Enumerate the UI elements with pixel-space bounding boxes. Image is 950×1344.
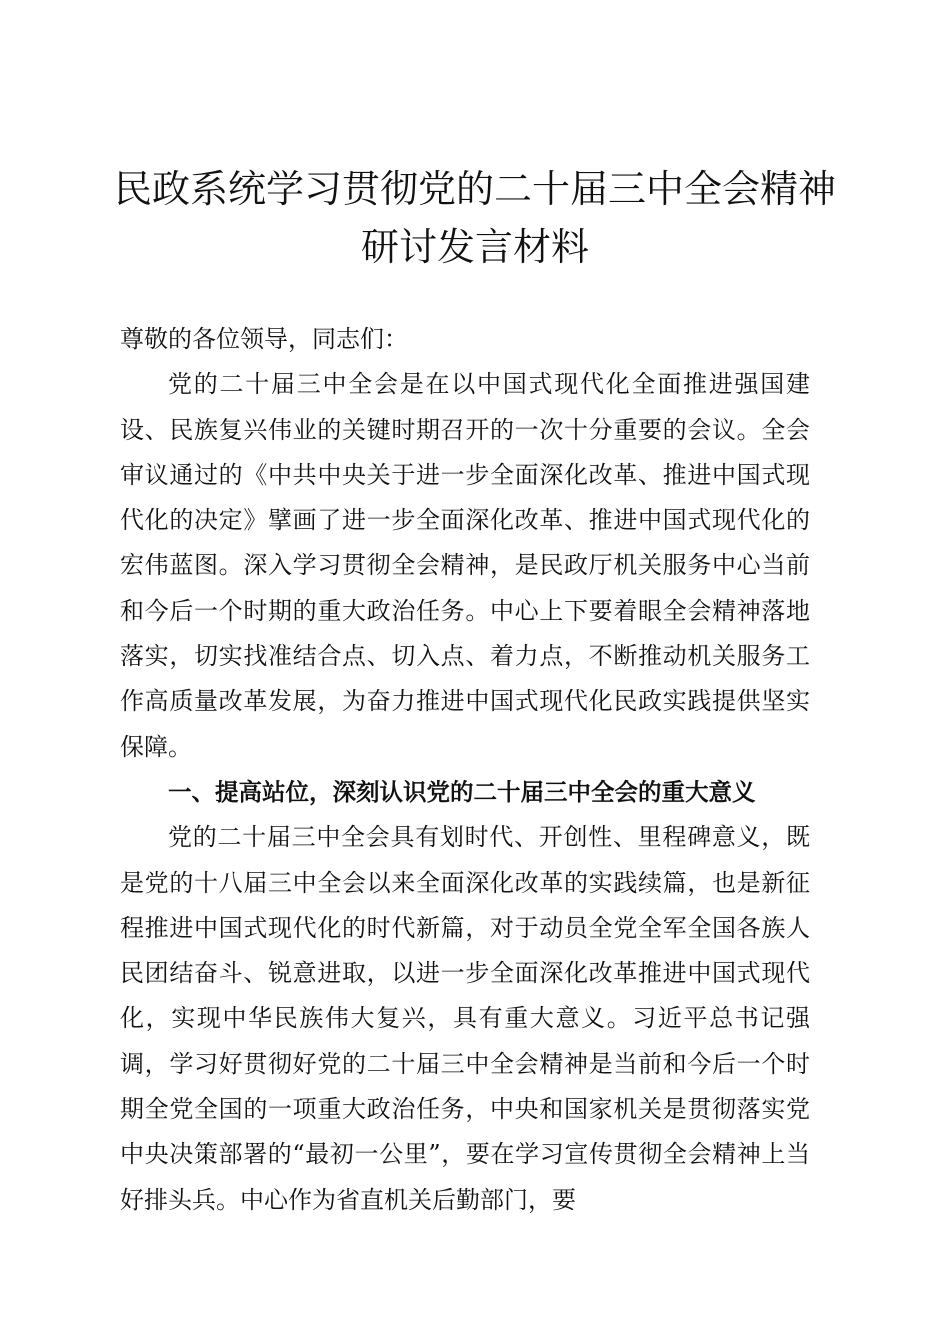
- paragraph-intro: 党的二十届三中全会是在以中国式现代化全面推进强国建设、民族复兴伟业的关键时期召开的一次十分重要的会议。全会审议通过的《中共中央关于进一步全面深化改革、推进中国式现代化的决定》擘画了进一步全面深化改革、推进中国式现代化的宏伟蓝图。深入学习贯彻全会精神，是民政厅机关服务中心当前和今后一个时期的重大政治任务。中心上下要着眼全会精神落地落实，切实找准结合点、切入点、着力点，不断推动机关服务工作高质量改革发展，为奋力推进中国式现代化民政实践提供坚实保障。: [120, 370, 810, 761]
- salutation: 尊敬的各位领导，同志们：: [120, 325, 408, 353]
- section-heading-1: 一、提高站位，深刻认识党的二十届三中全会的重大意义: [168, 777, 756, 806]
- paragraph-section-1: 党的二十届三中全会具有划时代、开创性、里程碑意义，既是党的十八届三中全会以来全面深化改革的实践续篇，也是新征程推进中国式现代化的时代新篇，对于动员全党全军全国各族人民团结奋斗、锐意进取，以进一步全面深化改革推进中国式现代化，实现中华民族伟大复兴，具有重大意义。习近平总书记强调，学习好贯彻好党的二十届三中全会精神是当前和今后一个时期全党全国的一项重大政治任务，中央和国家机关是贯彻落实党中央决策部署的“最初一公里”，要在学习宣传贯彻全会精神上当好排头兵。中心作为省直机关后勤部门，要: [120, 823, 810, 1214]
- document-body: [120, 317, 810, 1223]
- document-title: 民政系统学习贯彻党的二十届三中全会精神研讨发言材料: [113, 167, 836, 269]
